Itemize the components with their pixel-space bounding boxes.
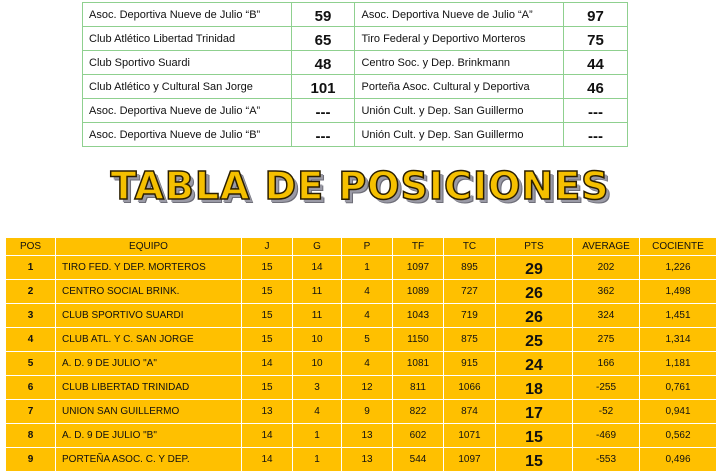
home-score: 101 bbox=[291, 75, 355, 99]
column-header-tf: TF bbox=[393, 238, 444, 256]
away-team-name: Unión Cult. y Dep. San Guillermo bbox=[355, 99, 564, 123]
cell-cociente: 0,496 bbox=[640, 448, 717, 472]
cell-average: 275 bbox=[573, 328, 640, 352]
away-score: 97 bbox=[564, 3, 628, 27]
cell-pts: 15 bbox=[496, 424, 573, 448]
cell-tf: 1081 bbox=[393, 352, 444, 376]
cell-pos: 8 bbox=[6, 424, 56, 448]
column-header-pts: PTS bbox=[496, 238, 573, 256]
cell-equipo: UNION SAN GUILLERMO bbox=[56, 400, 242, 424]
cell-average: 166 bbox=[573, 352, 640, 376]
cell-pts: 25 bbox=[496, 328, 573, 352]
home-score: 65 bbox=[291, 27, 355, 51]
cell-g: 11 bbox=[293, 280, 342, 304]
away-team-name: Porteña Asoc. Cultural y Deportiva bbox=[355, 75, 564, 99]
home-team-name: Asoc. Deportiva Nueve de Julio “B” bbox=[83, 123, 292, 147]
result-row bbox=[83, 123, 628, 147]
cell-j: 15 bbox=[242, 280, 293, 304]
cell-equipo: CENTRO SOCIAL BRINK. bbox=[56, 280, 242, 304]
away-team-name: Asoc. Deportiva Nueve de Julio “A” bbox=[355, 3, 564, 27]
home-score: 59 bbox=[291, 3, 355, 27]
cell-pos: 9 bbox=[6, 448, 56, 472]
home-score: --- bbox=[291, 123, 355, 147]
cell-j: 15 bbox=[242, 376, 293, 400]
cell-g: 3 bbox=[293, 376, 342, 400]
cell-pts: 17 bbox=[496, 400, 573, 424]
cell-p: 13 bbox=[342, 448, 393, 472]
cell-p: 13 bbox=[342, 424, 393, 448]
home-team-name: Asoc. Deportiva Nueve de Julio “B” bbox=[83, 3, 292, 27]
column-header-p: P bbox=[342, 238, 393, 256]
cell-tc: 1097 bbox=[444, 448, 496, 472]
cell-average: 202 bbox=[573, 256, 640, 280]
cell-j: 14 bbox=[242, 424, 293, 448]
cell-p: 4 bbox=[342, 280, 393, 304]
cell-tf: 544 bbox=[393, 448, 444, 472]
away-score: 75 bbox=[564, 27, 628, 51]
away-score: --- bbox=[564, 99, 628, 123]
result-row bbox=[83, 99, 628, 123]
cell-equipo: CLUB SPORTIVO SUARDI bbox=[56, 304, 242, 328]
cell-equipo: TIRO FED. Y DEP. MORTEROS bbox=[56, 256, 242, 280]
cell-average: -553 bbox=[573, 448, 640, 472]
cell-tc: 1066 bbox=[444, 376, 496, 400]
cell-j: 14 bbox=[242, 448, 293, 472]
cell-cociente: 0,562 bbox=[640, 424, 717, 448]
home-team-name: Club Sportivo Suardi bbox=[83, 51, 292, 75]
cell-p: 4 bbox=[342, 304, 393, 328]
standings-row bbox=[6, 352, 717, 376]
cell-pos: 6 bbox=[6, 376, 56, 400]
cell-pos: 1 bbox=[6, 256, 56, 280]
results-body bbox=[83, 3, 628, 147]
standings-body bbox=[6, 256, 717, 472]
cell-cociente: 1,498 bbox=[640, 280, 717, 304]
cell-tf: 1097 bbox=[393, 256, 444, 280]
standings-row bbox=[6, 376, 717, 400]
cell-pos: 7 bbox=[6, 400, 56, 424]
cell-average: -255 bbox=[573, 376, 640, 400]
result-row bbox=[83, 3, 628, 27]
column-header-average: AVERAGE bbox=[573, 238, 640, 256]
cell-pos: 2 bbox=[6, 280, 56, 304]
cell-g: 1 bbox=[293, 448, 342, 472]
column-header-equipo: EQUIPO bbox=[56, 238, 242, 256]
cell-tc: 915 bbox=[444, 352, 496, 376]
cell-average: -52 bbox=[573, 400, 640, 424]
cell-p: 4 bbox=[342, 352, 393, 376]
cell-tf: 602 bbox=[393, 424, 444, 448]
cell-pos: 3 bbox=[6, 304, 56, 328]
standings-header-row bbox=[6, 238, 717, 256]
home-score: --- bbox=[291, 99, 355, 123]
cell-p: 12 bbox=[342, 376, 393, 400]
cell-pts: 29 bbox=[496, 256, 573, 280]
cell-cociente: 1,451 bbox=[640, 304, 717, 328]
cell-j: 14 bbox=[242, 352, 293, 376]
home-score: 48 bbox=[291, 51, 355, 75]
cell-p: 9 bbox=[342, 400, 393, 424]
cell-cociente: 1,181 bbox=[640, 352, 717, 376]
column-header-tc: TC bbox=[444, 238, 496, 256]
result-row bbox=[83, 27, 628, 51]
result-row bbox=[83, 51, 628, 75]
cell-tc: 719 bbox=[444, 304, 496, 328]
cell-average: 362 bbox=[573, 280, 640, 304]
cell-j: 15 bbox=[242, 328, 293, 352]
page-title: TABLA DE POSICIONES bbox=[110, 164, 610, 208]
cell-tc: 875 bbox=[444, 328, 496, 352]
cell-g: 14 bbox=[293, 256, 342, 280]
cell-j: 15 bbox=[242, 304, 293, 328]
cell-tc: 874 bbox=[444, 400, 496, 424]
cell-equipo: PORTEÑA ASOC. C. Y DEP. bbox=[56, 448, 242, 472]
away-score: 44 bbox=[564, 51, 628, 75]
cell-tc: 895 bbox=[444, 256, 496, 280]
cell-g: 10 bbox=[293, 328, 342, 352]
cell-tc: 727 bbox=[444, 280, 496, 304]
cell-tf: 1089 bbox=[393, 280, 444, 304]
cell-tc: 1071 bbox=[444, 424, 496, 448]
away-team-name: Tiro Federal y Deportivo Morteros bbox=[355, 27, 564, 51]
cell-pos: 5 bbox=[6, 352, 56, 376]
home-team-name: Club Atlético Libertad Trinidad bbox=[83, 27, 292, 51]
away-team-name: Centro Soc. y Dep. Brinkmann bbox=[355, 51, 564, 75]
cell-pos: 4 bbox=[6, 328, 56, 352]
cell-tf: 811 bbox=[393, 376, 444, 400]
cell-cociente: 0,941 bbox=[640, 400, 717, 424]
result-row bbox=[83, 75, 628, 99]
column-header-j: J bbox=[242, 238, 293, 256]
cell-pts: 26 bbox=[496, 280, 573, 304]
home-team-name: Asoc. Deportiva Nueve de Julio “A” bbox=[83, 99, 292, 123]
cell-cociente: 0,761 bbox=[640, 376, 717, 400]
cell-tf: 1150 bbox=[393, 328, 444, 352]
cell-cociente: 1,226 bbox=[640, 256, 717, 280]
standings-row bbox=[6, 424, 717, 448]
cell-g: 4 bbox=[293, 400, 342, 424]
away-score: --- bbox=[564, 123, 628, 147]
cell-j: 13 bbox=[242, 400, 293, 424]
cell-g: 1 bbox=[293, 424, 342, 448]
cell-average: -469 bbox=[573, 424, 640, 448]
cell-tf: 822 bbox=[393, 400, 444, 424]
standings-row bbox=[6, 304, 717, 328]
cell-p: 5 bbox=[342, 328, 393, 352]
standings-row bbox=[6, 448, 717, 472]
cell-pts: 24 bbox=[496, 352, 573, 376]
cell-equipo: A. D. 9 DE JULIO "B" bbox=[56, 424, 242, 448]
cell-g: 11 bbox=[293, 304, 342, 328]
standings-row bbox=[6, 256, 717, 280]
cell-average: 324 bbox=[573, 304, 640, 328]
cell-pts: 26 bbox=[496, 304, 573, 328]
standings-table bbox=[5, 237, 717, 472]
column-header-pos: POS bbox=[6, 238, 56, 256]
away-team-name: Unión Cult. y Dep. San Guillermo bbox=[355, 123, 564, 147]
column-header-cociente: COCIENTE bbox=[640, 238, 717, 256]
cell-tf: 1043 bbox=[393, 304, 444, 328]
cell-equipo: CLUB ATL. Y C. SAN JORGE bbox=[56, 328, 242, 352]
home-team-name: Club Atlético y Cultural San Jorge bbox=[83, 75, 292, 99]
results-table bbox=[82, 2, 628, 147]
cell-g: 10 bbox=[293, 352, 342, 376]
cell-pts: 18 bbox=[496, 376, 573, 400]
cell-p: 1 bbox=[342, 256, 393, 280]
cell-j: 15 bbox=[242, 256, 293, 280]
standings-row bbox=[6, 400, 717, 424]
standings-row bbox=[6, 328, 717, 352]
cell-cociente: 1,314 bbox=[640, 328, 717, 352]
column-header-g: G bbox=[293, 238, 342, 256]
cell-equipo: CLUB LIBERTAD TRINIDAD bbox=[56, 376, 242, 400]
cell-pts: 15 bbox=[496, 448, 573, 472]
away-score: 46 bbox=[564, 75, 628, 99]
cell-equipo: A. D. 9 DE JULIO "A" bbox=[56, 352, 242, 376]
standings-row bbox=[6, 280, 717, 304]
